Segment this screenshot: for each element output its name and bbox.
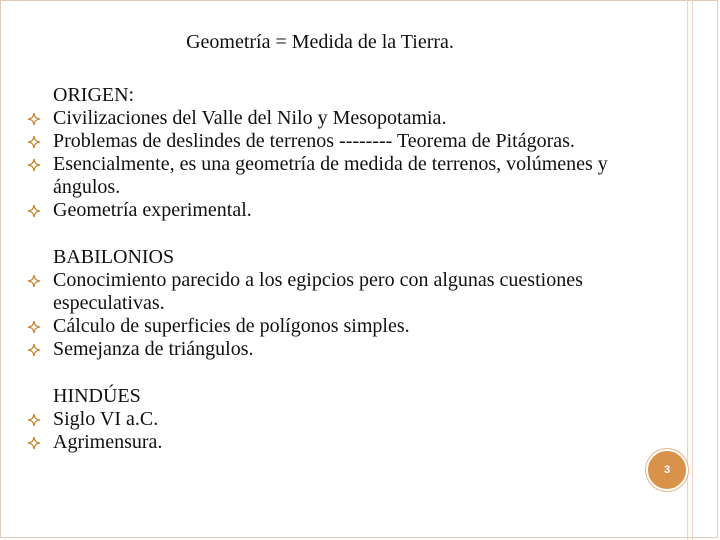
bullet-item	[22, 338, 662, 361]
frame-vertical-line	[692, 0, 693, 540]
slide-content	[22, 84, 662, 454]
hollow-diamond-star-icon	[27, 343, 41, 357]
bullet-text: Siglo VI a.C.	[53, 408, 159, 430]
section-babilonios	[22, 246, 662, 361]
section-heading: BABILONIOS	[53, 246, 175, 268]
section-heading: HINDÚES	[53, 385, 141, 407]
bullet-item	[22, 130, 662, 153]
bullet-item	[22, 153, 662, 199]
hollow-diamond-star-icon	[27, 135, 41, 149]
bullet-text: Geometría experimental.	[53, 199, 252, 221]
hollow-diamond-star-icon	[27, 158, 41, 172]
bullet-item	[22, 107, 662, 130]
bullet-item	[22, 199, 662, 222]
frame-vertical-line	[687, 0, 688, 540]
hollow-diamond-star-icon	[27, 274, 41, 288]
hollow-diamond-star-icon	[27, 112, 41, 126]
bullet-item	[22, 269, 662, 315]
bullet-text: Semejanza de triángulos.	[53, 338, 254, 360]
section-heading: ORIGEN:	[53, 84, 135, 106]
bullet-text: Agrimensura.	[53, 431, 163, 453]
bullet-item	[22, 408, 662, 431]
bullet-text: Cálculo de superficies de polígonos simples.	[53, 315, 410, 337]
bullet-item	[22, 315, 662, 338]
bullet-text: Esencialmente, es una geometría de medida de terrenos, volúmenes y ángulos.	[53, 153, 608, 198]
bullet-text: Civilizaciones del Valle del Nilo y Mesopotamia.	[53, 107, 447, 129]
hollow-diamond-star-icon	[27, 436, 41, 450]
hollow-diamond-star-icon	[27, 413, 41, 427]
bullet-text: Conocimiento parecido a los egipcios pero con algunas cuestiones especulativas.	[53, 269, 583, 314]
bullet-text: Problemas de deslindes de terrenos -------- Teorema de Pitágoras.	[53, 130, 575, 152]
bullet-item	[22, 431, 662, 454]
hollow-diamond-star-icon	[27, 320, 41, 334]
page-number-badge: 3	[646, 449, 688, 491]
section-origen	[22, 84, 662, 222]
slide-title: Geometría = Medida de la Tierra.	[186, 31, 454, 53]
hollow-diamond-star-icon	[27, 204, 41, 218]
section-hindues	[22, 385, 662, 454]
